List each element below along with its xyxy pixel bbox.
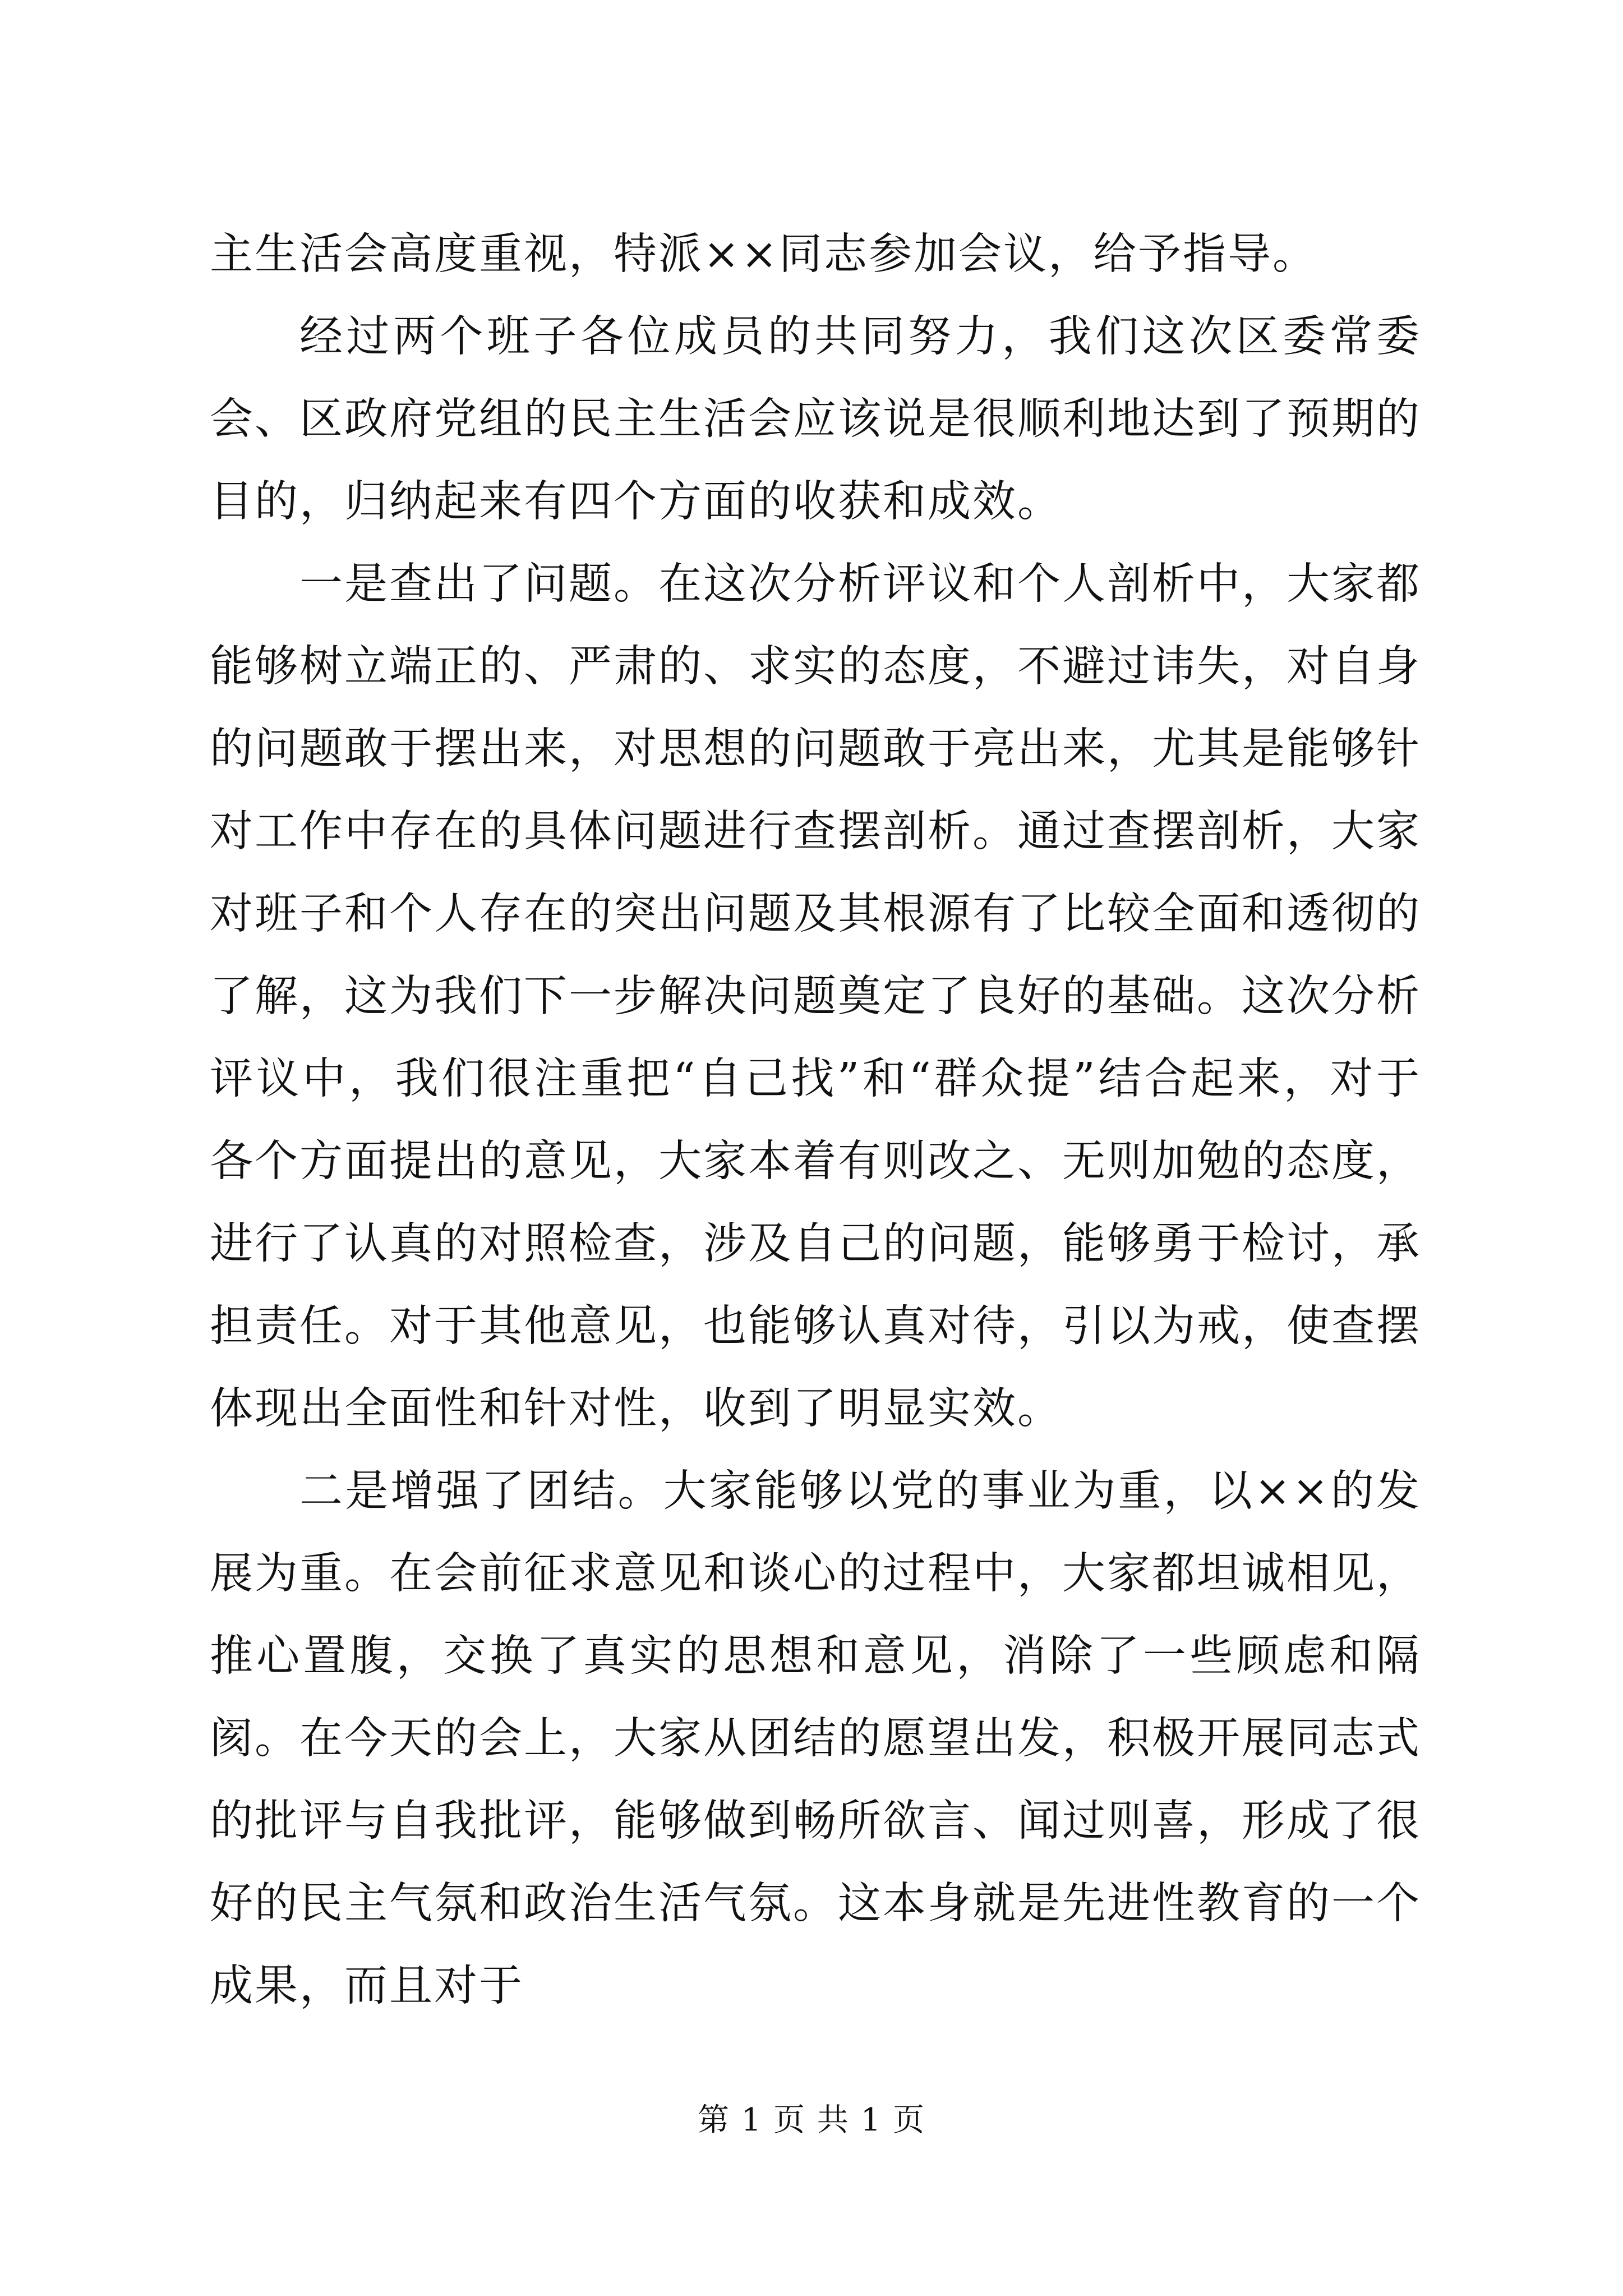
- paragraph-1: 主生活会高度重视，特派××同志参加会议，给予指导。: [210, 229, 1318, 279]
- page-footer: 第 1 页 共 1 页: [697, 2102, 926, 2138]
- paragraph-2: 经过两个班子各位成员的共同努力，我们这次区委常委会、区政府党组的民主生活会应该说是很顺利地达到了预期的目的，归纳起来有四个方面的收获和成效。: [210, 312, 1421, 527]
- document-body: [210, 213, 1421, 2027]
- paragraph-4: 二是增强了团结。大家能够以党的事业为重，以××的发展为重。在会前征求意见和谈心的过程中，大家都坦诚相见，推心置腹，交换了真实的思想和意见，消除了一些顾虑和隔阂。在今天的会上，大家从团结的愿望出发，积极开展同志式的批评与自我批评，能够做到畅所欲言、闻过则喜，形成了很好的民主气氛和政治生活气氛。这本身就是先进性教育的一个成果，而且对于: [210, 1466, 1421, 2011]
- paragraph-3: 一是查出了问题。在这次分析评议和个人剖析中，大家都能够树立端正的、严肃的、求实的态度，不避过讳失，对自身的问题敢于摆出来，对思想的问题敢于亮出来，尤其是能够针对工作中存在的具体问题进行查摆剖析。通过查摆剖析，大家对班子和个人存在的突出问题及其根源有了比较全面和透彻的了解，这为我们下一步解决问题奠定了良好的基础。这次分析评议中，我们很注重把“自己找”和“群众提”结合起来，对于各个方面提出的意见，大家本着有则改之、无则加勉的态度，进行了认真的对照检查，涉及自己的问题，能够勇于检讨，承担责任。对于其他意见，也能够认真对待，引以为戒，使查摆体现出全面性和针对性，收到了明显实效。: [210, 559, 1421, 1434]
